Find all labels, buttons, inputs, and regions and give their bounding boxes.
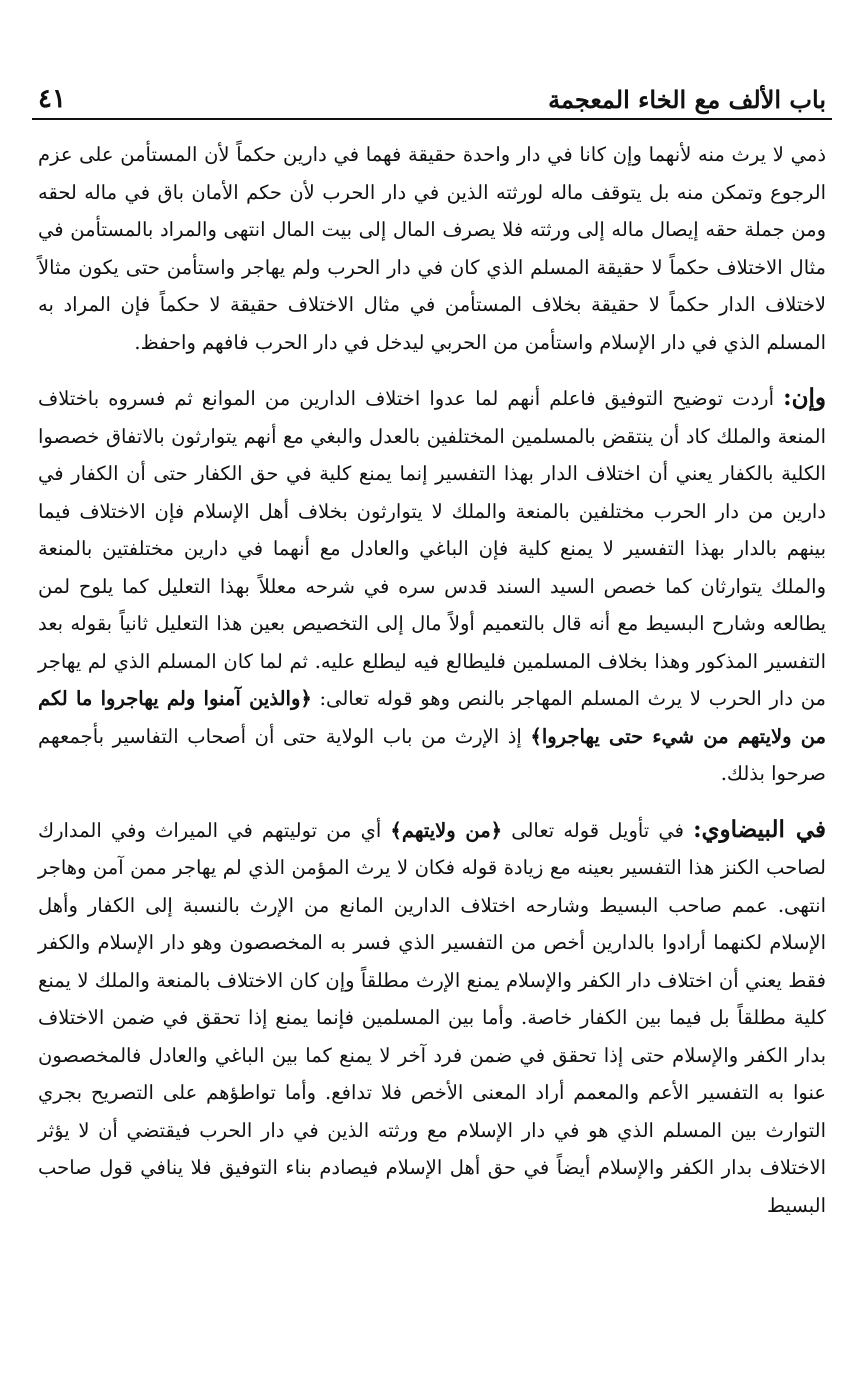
paragraph-3-lead: في البيضاوي:	[693, 815, 826, 843]
quran-quote-short: ﴿من ولايتهم﴾	[390, 818, 503, 842]
page-header	[32, 80, 832, 120]
paragraph-1	[38, 136, 826, 361]
paragraph-1-text: ذمي لا يرث منه لأنهما وإن كانا في دار واحدة حقيقة فهما في دارين حكماً لأن المستأمن على عزم الرجوع وتمكن منه بل يتوقف ماله لورثته الذين في دار الحرب لأن حكم الأمان باق في ماله لحقه ومن جملة حقه إيصال ماله إلى ورثته فلا يصرف المال إلى بيت المال انتهى والمراد بالمستأمن في مثال الاختلاف حكماً لا حقيقة المسلم الذي كان في دار الحرب ولم يهاجر واستأمن حتى يكون مثالاً لاختلاف الدار حكماً لا حقيقة بخلاف المستأمن في مثال الاختلاف حقيقة لا حكماً فإن المراد به المسلم الذي في دار الإسلام واستأمن من الحربي ليدخل في دار الحرب فافهم واحفظ.	[38, 143, 826, 354]
paragraph-2-lead: وإن:	[783, 384, 826, 411]
chapter-title: باب الألف مع الخاء المعجمة	[548, 85, 826, 114]
book-page	[32, 80, 832, 1224]
page-body	[32, 136, 832, 1224]
paragraph-3-text: في تأويل قوله تعالى	[502, 818, 694, 842]
page-number: ٤١	[38, 84, 66, 114]
quran-quote: ﴿والذين آمنوا ولم يهاجروا ما لكم من ولايتهم من شيء حتى يهاجروا﴾	[38, 687, 826, 748]
paragraph-3	[38, 811, 826, 1225]
paragraph-2-text-end: إذ الإرث من باب الولاية حتى أن أصحاب التفاسير بأجمعهم صرحوا بذلك.	[38, 724, 826, 785]
paragraph-2-text: أردت توضيح التوفيق فاعلم أنهم لما عدوا اختلاف الدارين من الموانع ثم فسروه باختلاف المنعة والملك كاد أن ينتقض بالمسلمين المختلفين بالعدل والبغي مع أنهم يتوارثون بالاتفاق خصصوا الكلية بالكفار يعني أن اختلاف الدار بهذا التفسير إنما يمنع كلية في حق الكفار حتى أن الكفار في دارين من دار الحرب مختلفين بالمنعة والملك لا يتوارثون بخلاف أهل الإسلام فإن الاختلاف فيما بينهم بالدار بهذا التفسير لا يمنع كلية فإن الباغي والعادل مع أنهما في دارين مختلفتين بالمنعة والملك يتوارثان كما خصص السيد السند قدس سره في شرحه معللاً بهذا التعليل كما يلوح لمن يطالعه وشارح البسيط مع أنه قال بالتعميم أولاً مال إلى التخصيص بعين هذا التعليل ثانياً بقوله بعد التفسير المذكور وهذا بخلاف المسلمين فليطالع فيه ليطلع عليه. ثم لما كان المسلم الذي لم يهاجر من دار الحرب لا يرث المسلم المهاجر بالنص وهو قوله تعالى:	[38, 387, 826, 710]
paragraph-3-text-end: أي من توليتهم في الميراث وفي المدارك لصاحب الكنز هذا التفسير بعينه مع زيادة قوله فكان لا يرث المؤمن الذي لم يهاجر ممن آمن وهاجر انتهى. عمم صاحب البسيط وشارحه اختلاف الدارين المانع من الإرث بالنسبة إلى الكفار وأهل الإسلام لكنهما أرادوا بالدارين أخص من التفسير الذي فسر به المخصصون وهو دار الإسلام والكفر فقط يعني أن اختلاف دار الكفر والإسلام يمنع الإرث مطلقاً وإن كان الاختلاف بالمنعة والملك لا يمنع كلية مطلقاً بل فيما بين الكفار خاصة. وأما بين المسلمين فإنما يمنع إذا تحقق في ضمن الاختلاف بدار الكفر والإسلام حتى إذا تحقق في ضمن فرد آخر لا يمنع كما بين الباغي والعادل فالمخصصون عنوا به التفسير الأعم والمعمم أراد المعنى الأخص فلا تدافع. وأما تواطؤهم على التصريح بجري التوارث بين المسلم الذي هو في دار الإسلام مع ورثته الذين في دار الحرب فيقتضي أن لا يؤثر الاختلاف بدار الكفر والإسلام أيضاً في حق أهل الإسلام فيصادم بناء التوفيق فلا ينافي قول صاحب البسيط	[38, 818, 826, 1217]
paragraph-2	[38, 379, 826, 793]
